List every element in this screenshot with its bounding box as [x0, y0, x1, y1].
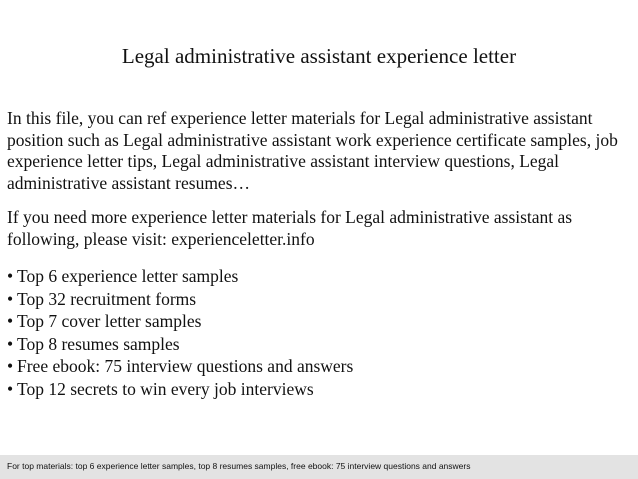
- visit-paragraph: If you need more experience letter materials for Legal administrative assistant as following, please visit: experienceletter.info: [7, 207, 573, 249]
- list-item: [7, 355, 633, 378]
- bullet-icon: •: [7, 288, 14, 309]
- page-title: Legal administrative assistant experience letter: [121, 44, 517, 68]
- intro-paragraph: In this file, you can ref experience letter materials for Legal administrative assistant position such as Legal administrative assistant work experience certificate samples, job experience letter tips, Legal administrative assistant interview questions, Legal administrative assistant resumes…: [7, 108, 618, 193]
- list-item: [7, 310, 633, 333]
- footer-text: For top materials: top 6 experience letter samples, top 8 resumes samples, free ebook: 75 interview questions and answers: [7, 461, 471, 471]
- list-item-text: Top 8 resumes samples: [17, 333, 180, 354]
- list-item: [7, 333, 633, 356]
- bullet-icon: •: [7, 311, 14, 331]
- list-item-text: Free ebook: 75 interview questions and answers: [17, 356, 354, 376]
- bullet-icon: •: [7, 333, 14, 354]
- list-item-text: Top 7 cover letter samples: [17, 311, 202, 331]
- list-item-text: Top 6 experience letter samples: [17, 266, 239, 286]
- list-item: [7, 265, 633, 288]
- list-item-text: Top 12 secrets to win every job interviews: [17, 378, 314, 399]
- list-item: [7, 288, 633, 311]
- list-item: [7, 378, 633, 401]
- bullet-icon: •: [7, 266, 14, 286]
- list-item-text: Top 32 recruitment forms: [17, 288, 197, 309]
- bullet-icon: •: [7, 356, 14, 376]
- footer-bar: [0, 455, 638, 479]
- bullet-icon: •: [7, 378, 14, 399]
- materials-list: [7, 265, 633, 400]
